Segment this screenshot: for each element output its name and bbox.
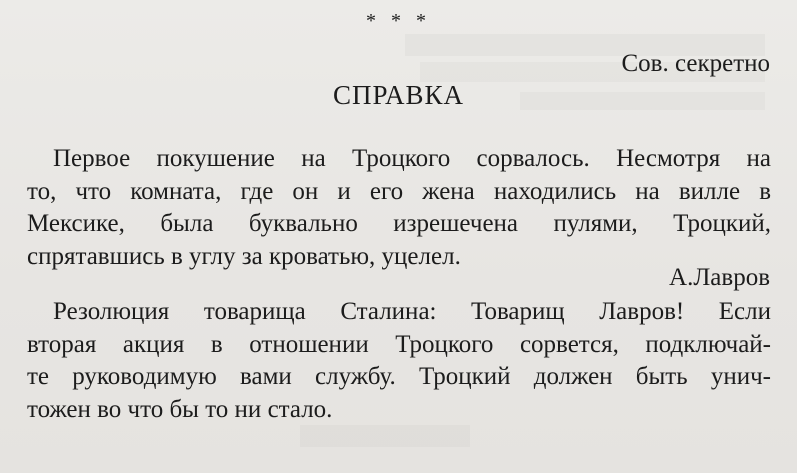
section-divider-asterisks: * * * (366, 10, 431, 32)
resolution-paragraph (27, 296, 771, 426)
paragraph-line: то, что комната, где он и его жена находились на вилле в (27, 177, 771, 205)
paragraph-line: Мексике, была буквально изрешечена пулями, Троцкий, (27, 210, 771, 237)
document-title: СПРАВКА (332, 80, 465, 110)
bleed-through-decoration (300, 425, 470, 447)
paragraph-line: Первое покушение на Троцкого сорвалось. Несмотря на (53, 145, 771, 172)
paragraph-line: те руководимую вами службу. Троцкий должен быть унич- (27, 363, 771, 390)
paragraph-line: Резолюция товарища Сталина: Товарищ Лавров! Если (53, 298, 771, 325)
report-paragraph (27, 143, 771, 273)
signature-name: А.Лавров (669, 264, 770, 291)
paragraph-line: спрятавшись в углу за кроватью, уцелел. (27, 242, 461, 270)
paragraph-line: тожен во что бы то ни стало. (27, 395, 333, 423)
paragraph-line: вторая акция в отношении Троцкого сорвется, подключай- (27, 330, 771, 358)
classification-label: Сов. секретно (621, 50, 770, 77)
